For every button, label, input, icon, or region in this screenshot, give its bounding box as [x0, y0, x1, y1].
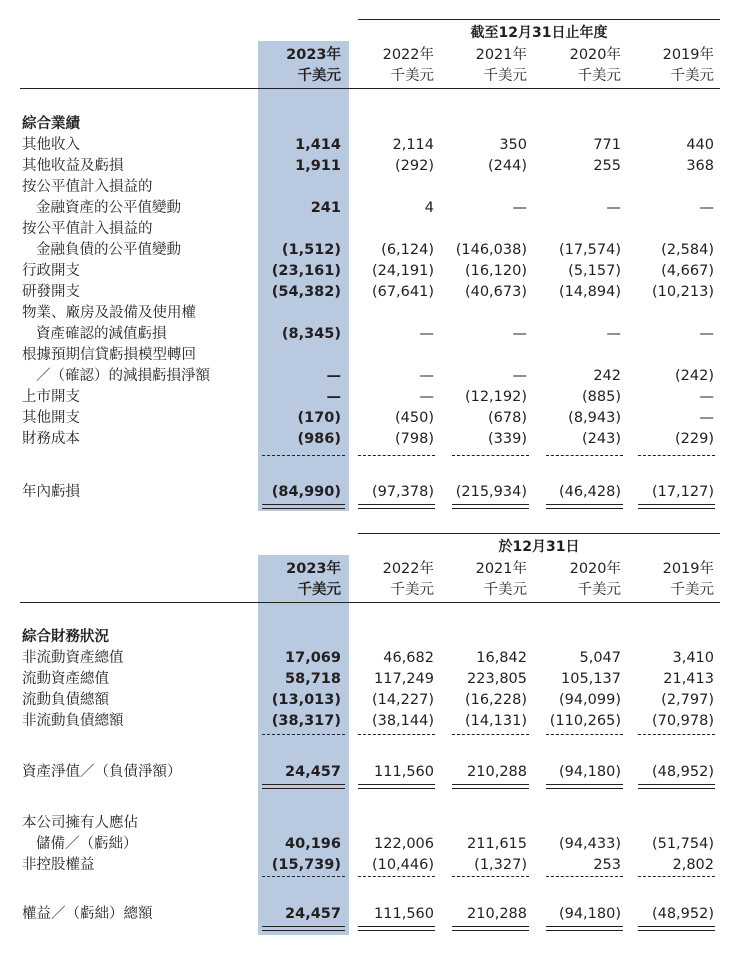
header-bottom-rule: [20, 88, 720, 89]
equity-dashed-rule-1: [358, 876, 435, 877]
results-double-rule-2: [452, 504, 529, 509]
total-equity-double-rule-2: [452, 926, 529, 931]
net-assets-double-rule-2: [452, 784, 529, 789]
position-row-3-value-4: (70,978): [651, 713, 714, 729]
results-row-0-value-1: 2,114: [392, 137, 434, 153]
results-row-4-value-0: (23,161): [271, 263, 341, 279]
column-year-2: 2021年: [475, 47, 527, 63]
results-row-8-value-2: (12,192): [464, 389, 527, 405]
column-unit-4: 千美元: [670, 582, 714, 598]
position-dashed-rule-1: [358, 734, 435, 735]
results-row-6-label: 資產確認的減值虧損: [36, 326, 167, 342]
column-year-4: 2019年: [662, 47, 714, 63]
column-unit-2: 千美元: [483, 582, 527, 598]
results-row-0-value-2: 350: [499, 137, 527, 153]
results-section-title: 綜合業績: [22, 116, 80, 132]
results-row-3-value-4: (2,584): [661, 242, 714, 258]
results-row-4-value-4: (4,667): [661, 263, 714, 279]
net-assets-value-1: 111,560: [374, 764, 434, 780]
position-row-1-value-4: 21,413: [663, 671, 714, 687]
net-assets-label: 資產淨值／（負債淨額）: [22, 764, 182, 780]
header-top-rule: [358, 19, 720, 20]
results-row-1-value-3: 255: [593, 158, 621, 174]
results-total-value-1: (97,378): [371, 484, 434, 500]
position-row-0-value-3: 5,047: [579, 650, 621, 666]
column-year-1: 2022年: [382, 47, 434, 63]
results-row-1-label: 其他收益及虧損: [22, 158, 124, 174]
results-row-3-value-2: (146,038): [455, 242, 527, 258]
results-row-3-label: 按公平值計入損益的: [22, 221, 153, 237]
results-row-2-value-4: —: [699, 200, 714, 216]
results-row-0-value-3: 771: [593, 137, 621, 153]
results-row-2-label: 按公平值計入損益的: [22, 179, 153, 195]
period-header: 截至12月31日止年度: [470, 25, 608, 41]
column-unit-1: 千美元: [390, 582, 434, 598]
column-unit-2: 千美元: [483, 68, 527, 84]
position-dashed-rule-2: [452, 734, 529, 735]
results-row-10-value-0: (986): [297, 431, 341, 447]
results-row-5-value-4: (10,213): [651, 284, 714, 300]
position-row-0-value-0: 17,069: [285, 650, 341, 666]
header-top-rule: [358, 533, 720, 534]
results-dashed-rule-2: [452, 455, 529, 456]
equity-dashed-rule-4: [638, 876, 715, 877]
results-row-6-label: 物業、廠房及設備及使用權: [22, 305, 196, 321]
equity-row-0-value-2: 211,615: [467, 836, 527, 852]
total-equity-label: 權益／（虧絀）總額: [22, 906, 153, 922]
equity-row-1-value-0: (15,739): [271, 857, 341, 873]
results-row-0-value-0: 1,414: [295, 137, 341, 153]
results-row-2-value-1: 4: [424, 200, 434, 216]
results-double-rule-3: [546, 504, 623, 509]
position-row-1-value-2: 223,805: [467, 671, 527, 687]
results-row-10-label: 財務成本: [22, 431, 80, 447]
position-row-3-value-2: (14,131): [464, 713, 527, 729]
results-row-0-value-4: 440: [686, 137, 714, 153]
results-row-4-value-1: (24,191): [371, 263, 434, 279]
column-year-3: 2020年: [569, 561, 621, 577]
column-unit-3: 千美元: [577, 68, 621, 84]
position-row-0-value-2: 16,842: [476, 650, 527, 666]
position-row-3-value-3: (110,265): [549, 713, 621, 729]
position-row-3-value-0: (38,317): [271, 713, 341, 729]
results-row-3-value-0: (1,512): [281, 242, 341, 258]
equity-row-0-value-4: (51,754): [651, 836, 714, 852]
total-equity-double-rule-4: [638, 926, 715, 931]
results-row-7-label: ／（確認）的減損虧損淨額: [36, 368, 210, 384]
results-row-2-value-2: —: [512, 200, 527, 216]
results-row-9-label: 其他開支: [22, 410, 80, 426]
results-total-value-2: (215,934): [455, 484, 527, 500]
equity-row-0-value-1: 122,006: [374, 836, 434, 852]
column-year-1: 2022年: [382, 561, 434, 577]
column-year-3: 2020年: [569, 47, 621, 63]
results-row-8-value-4: —: [699, 389, 714, 405]
results-row-7-value-1: —: [419, 368, 434, 384]
total-equity-double-rule-1: [358, 926, 435, 931]
total-equity-double-rule-0: [262, 926, 345, 931]
results-row-4-value-3: (5,157): [568, 263, 621, 279]
position-row-2-value-3: (94,099): [558, 692, 621, 708]
equity-row-1-label: 非控股權益: [22, 857, 95, 873]
results-dashed-rule-1: [358, 455, 435, 456]
position-dashed-rule-0: [262, 734, 345, 735]
total-equity-value-4: (48,952): [651, 906, 714, 922]
equity-dashed-rule-2: [452, 876, 529, 877]
net-assets-value-4: (48,952): [651, 764, 714, 780]
results-row-6-value-4: —: [699, 326, 714, 342]
results-row-2-value-3: —: [606, 200, 621, 216]
results-total-value-3: (46,428): [558, 484, 621, 500]
equity-row-0-label: 儲備／（虧絀）: [36, 836, 138, 852]
position-row-0-value-1: 46,682: [383, 650, 434, 666]
results-row-10-value-2: (339): [488, 431, 527, 447]
results-row-7-value-3: 242: [593, 368, 621, 384]
position-row-1-value-1: 117,249: [374, 671, 434, 687]
equity-row-1-value-3: 253: [593, 857, 621, 873]
results-row-8-value-0: —: [326, 389, 341, 405]
results-dashed-rule-3: [546, 455, 623, 456]
position-dashed-rule-3: [546, 734, 623, 735]
total-equity-double-rule-3: [546, 926, 623, 931]
results-row-1-value-4: 368: [686, 158, 714, 174]
column-unit-1: 千美元: [390, 68, 434, 84]
position-row-2-value-2: (16,228): [464, 692, 527, 708]
results-row-7-label: 根據預期信貸虧損模型轉回: [22, 347, 196, 363]
equity-row-1-value-4: 2,802: [672, 857, 714, 873]
results-row-3-value-1: (6,124): [381, 242, 434, 258]
position-row-1-label: 流動資產總值: [22, 671, 109, 687]
net-assets-value-3: (94,180): [558, 764, 621, 780]
results-dashed-rule-4: [638, 455, 715, 456]
results-row-4-label: 行政開支: [22, 263, 80, 279]
position-section-title: 綜合財務狀況: [22, 629, 109, 645]
results-row-10-value-3: (243): [582, 431, 621, 447]
position-dashed-rule-4: [638, 734, 715, 735]
results-double-rule-4: [638, 504, 715, 509]
results-row-2-value-0: 241: [310, 200, 341, 216]
position-row-2-value-0: (13,013): [271, 692, 341, 708]
position-row-0-label: 非流動資產總值: [22, 650, 124, 666]
net-assets-value-0: 24,457: [285, 764, 341, 780]
results-row-9-value-4: —: [699, 410, 714, 426]
total-equity-value-0: 24,457: [285, 906, 341, 922]
equity-row-0-value-3: (94,433): [558, 836, 621, 852]
equity-dashed-rule-0: [262, 876, 345, 877]
results-row-0-label: 其他收入: [22, 137, 80, 153]
results-total-value-0: (84,990): [271, 484, 341, 500]
equity-row-1-value-1: (10,446): [371, 857, 434, 873]
net-assets-double-rule-4: [638, 784, 715, 789]
header-bottom-rule: [20, 602, 720, 603]
position-row-2-value-1: (14,227): [371, 692, 434, 708]
results-row-5-value-3: (14,894): [558, 284, 621, 300]
results-row-6-value-1: —: [419, 326, 434, 342]
current-year-highlight-bottom: [258, 555, 349, 935]
column-unit-0: 千美元: [297, 68, 341, 84]
equity-row-0-label: 本公司擁有人應佔: [22, 815, 138, 831]
results-row-8-label: 上市開支: [22, 389, 80, 405]
period-header: 於12月31日: [498, 539, 580, 555]
column-unit-3: 千美元: [577, 582, 621, 598]
results-row-9-value-1: (450): [395, 410, 434, 426]
results-row-7-value-2: —: [512, 368, 527, 384]
results-row-1-value-2: (244): [488, 158, 527, 174]
results-row-4-value-2: (16,120): [464, 263, 527, 279]
column-year-4: 2019年: [662, 561, 714, 577]
column-unit-4: 千美元: [670, 68, 714, 84]
column-year-0: 2023年: [286, 561, 341, 577]
column-unit-0: 千美元: [297, 582, 341, 598]
results-row-5-value-1: (67,641): [371, 284, 434, 300]
results-row-10-value-1: (798): [395, 431, 434, 447]
results-row-1-value-0: 1,911: [295, 158, 341, 174]
position-row-1-value-3: 105,137: [561, 671, 621, 687]
results-dashed-rule-0: [262, 455, 345, 456]
results-row-7-value-0: —: [326, 368, 341, 384]
equity-row-0-value-0: 40,196: [285, 836, 341, 852]
results-row-1-value-1: (292): [395, 158, 434, 174]
results-row-9-value-0: (170): [297, 410, 341, 426]
results-row-8-value-3: (885): [582, 389, 621, 405]
results-row-5-label: 研發開支: [22, 284, 80, 300]
net-assets-double-rule-1: [358, 784, 435, 789]
net-assets-value-2: 210,288: [467, 764, 527, 780]
results-row-6-value-0: (8,345): [281, 326, 341, 342]
position-row-1-value-0: 58,718: [285, 671, 341, 687]
results-row-3-label: 金融負債的公平值變動: [36, 242, 181, 258]
results-row-5-value-2: (40,673): [464, 284, 527, 300]
results-double-rule-0: [262, 504, 345, 509]
equity-row-1-value-2: (1,327): [474, 857, 527, 873]
total-equity-value-1: 111,560: [374, 906, 434, 922]
position-row-3-value-1: (38,144): [371, 713, 434, 729]
results-row-7-value-4: (242): [675, 368, 714, 384]
position-row-0-value-4: 3,410: [672, 650, 714, 666]
results-row-3-value-3: (17,574): [558, 242, 621, 258]
net-assets-double-rule-3: [546, 784, 623, 789]
column-year-0: 2023年: [286, 47, 341, 63]
results-row-9-value-2: (678): [488, 410, 527, 426]
results-row-2-label: 金融資產的公平值變動: [36, 200, 181, 216]
position-row-2-value-4: (2,797): [661, 692, 714, 708]
position-row-3-label: 非流動負債總額: [22, 713, 124, 729]
total-equity-value-2: 210,288: [467, 906, 527, 922]
results-row-9-value-3: (8,943): [568, 410, 621, 426]
net-assets-double-rule-0: [262, 784, 345, 789]
results-double-rule-1: [358, 504, 435, 509]
results-row-10-value-4: (229): [675, 431, 714, 447]
column-year-2: 2021年: [475, 561, 527, 577]
results-row-6-value-3: —: [606, 326, 621, 342]
results-row-5-value-0: (54,382): [271, 284, 341, 300]
results-row-8-value-1: —: [419, 389, 434, 405]
equity-dashed-rule-3: [546, 876, 623, 877]
position-row-2-label: 流動負債總額: [22, 692, 109, 708]
results-total-label: 年內虧損: [22, 484, 80, 500]
results-row-6-value-2: —: [512, 326, 527, 342]
results-total-value-4: (17,127): [651, 484, 714, 500]
total-equity-value-3: (94,180): [558, 906, 621, 922]
